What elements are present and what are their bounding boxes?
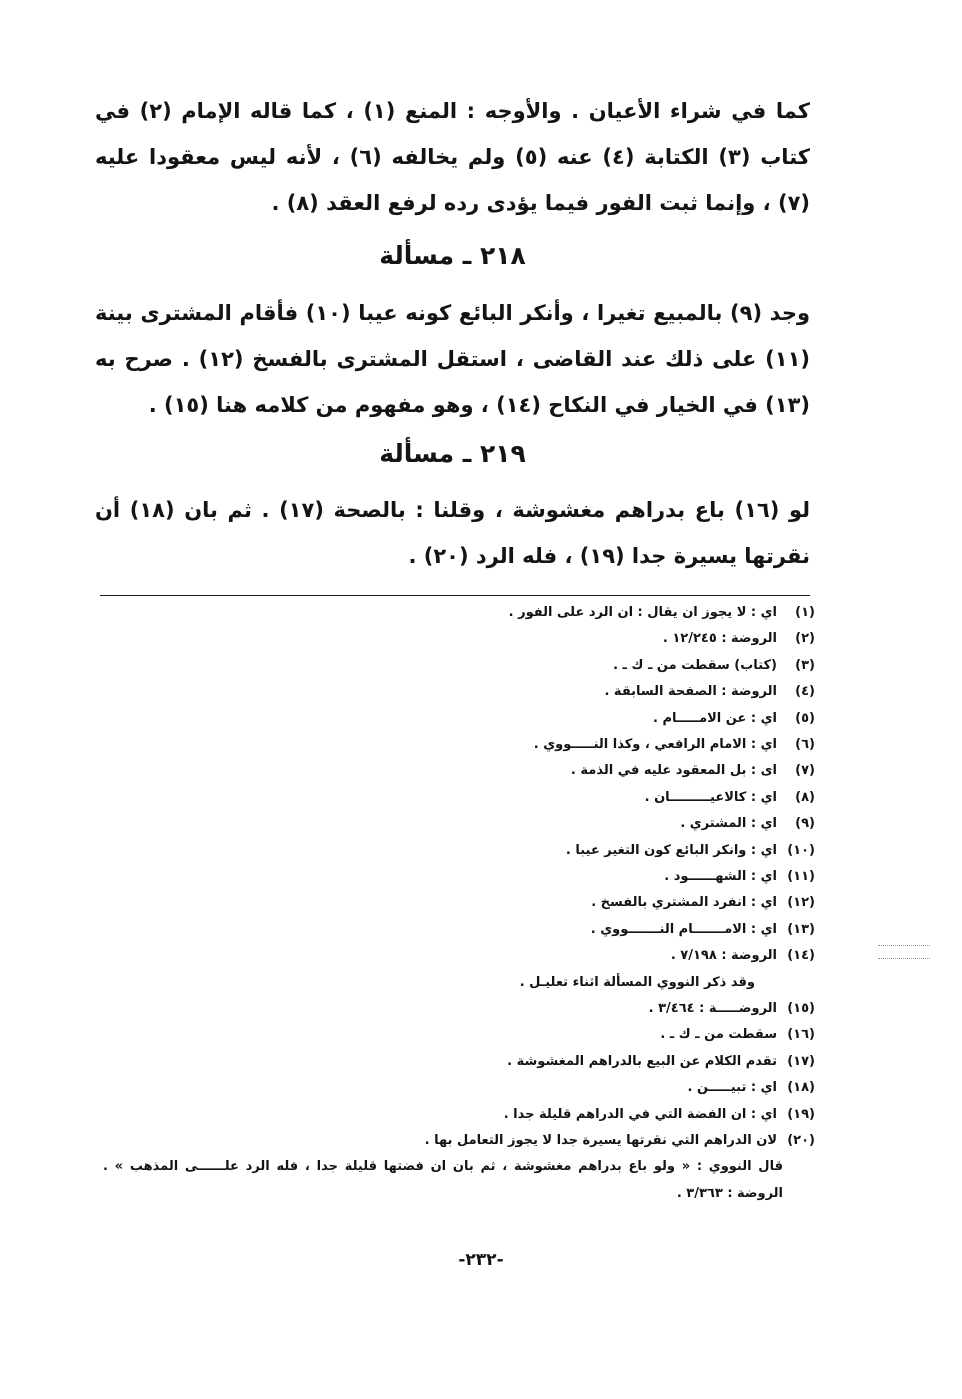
footnote-text: اي : عن الامـــــام . [652, 710, 777, 726]
footnote-number: (١٣) [787, 921, 815, 937]
footnote-9 [680, 811, 815, 837]
body-paragraph-1: كما في شراء الأعيان . والأوجه : المنع (١) ، كما قاله الإمام (٢) في كتاب (٣) الكتابة (٤) عنه (٥) ولم يخالفه (٦) ، لأنه ليس معقودا عليه (٧) ، وإنما ثبت الفور فيما يؤدى رده لرفع العقد (٨) . [95, 99, 811, 215]
footnote-text: (كتاب) سقطت من ـ ك ـ . [613, 657, 777, 673]
footnote-11 [664, 864, 815, 890]
footnote-18 [688, 1075, 816, 1101]
footnote-number: (٤) [795, 684, 815, 700]
footnote-number: (١٧) [787, 1053, 815, 1069]
footnote-number: (١٥) [787, 1001, 815, 1016]
body-paragraph-2: وجد (٩) بالمبيع تغيرا ، وأنكر البائع كونه عيبا (١٠) فأقام المشترى بينة (١١) على ذلك عند القاضى ، استقل المشترى بالفسخ (١٢) . صرح به (١٣) في الخيار في النكاح (١٤) ، وهو مفهوم من كلامه هنا (١٥) . [95, 301, 811, 417]
section-heading-219: ٢١٩ ـ مسألة [379, 439, 526, 468]
footnote-text: اي : انفرد المشتري بالفسخ . [591, 895, 777, 911]
footnote-number: (١٤) [787, 948, 815, 964]
footnote-text: اي : كالاعيـــــــــان . [644, 789, 777, 805]
footnote-8 [645, 785, 815, 811]
footnote-10 [566, 838, 815, 864]
footnote-number: (٧) [795, 763, 815, 779]
footnote-text: تقدم الكلام عن البيع بالدراهم المغشوشة . [507, 1053, 777, 1069]
footnote-text: اي : الامـــــــام النـــــــووي . [590, 921, 777, 937]
body-paragraph-3: لو (١٦) باع بدراهم مغشوشة ، وقلنا : بالصحة (١٧) . ثم بان (١٨) أن نقرتها يسيرة جدا (١٩) ، فله الرد (٢٠) . [95, 498, 810, 568]
footnote-text: الروضة : الصفحة السابقة . [604, 684, 777, 700]
footnote-text: الروضة : ١٢/٢٤٥ . [662, 631, 777, 647]
footnote-number: (١٨) [787, 1080, 815, 1096]
footnote-number: (١٩) [787, 1106, 815, 1122]
footnote-number: (٨) [795, 789, 815, 805]
footnote-divider [100, 595, 810, 596]
footnote-16 [660, 1022, 815, 1048]
footnote-text: لان الدراهم التي نقرتها يسيرة جدا لا يجوز التعامل بها . [424, 1133, 777, 1148]
margin-mark [878, 945, 930, 946]
footnote-text: اي : الامام الرافعي ، وكذا النـــــووي . [533, 737, 777, 752]
section-heading-218: ٢١٨ ـ مسألة [379, 241, 526, 270]
footnote-number: (٢٠) [787, 1133, 815, 1148]
footnote-1 [509, 600, 815, 626]
footnote-text: اي : تبيـــــن . [687, 1080, 777, 1096]
footnote-number: (٣) [795, 657, 815, 673]
footnote-20 [425, 1128, 815, 1154]
page-number: -٢٣٢- [458, 1250, 504, 1270]
footnote-15 [649, 996, 815, 1022]
footnote-text: اي : وانكر البائع كون التغير عيبا . [565, 842, 777, 858]
footnote-number: (١١) [787, 869, 815, 884]
footnote-text: اي : المشتري . [680, 816, 777, 832]
footnote-17 [507, 1049, 815, 1075]
footnote-5 [653, 706, 815, 732]
footnote-14-continuation: وقد ذكر النووي المسألة اثناء تعليـل . [519, 974, 755, 990]
footnote-20-quote: قال النووي : « ولو باع بدراهم مغشوشة ، ثم بان ان فضتها قليلة جدا ، فله الرد علــــــى المذهب » . الروضة : ٣/٣٦٣ . [103, 1159, 783, 1201]
footnote-number: (٥) [795, 710, 815, 726]
footnote-number: (١٦) [787, 1027, 815, 1043]
footnote-text: اي : ان الفضة التي في الدراهم قليلة جدا . [503, 1106, 777, 1122]
footnote-13 [591, 917, 815, 943]
footnote-19 [504, 1102, 815, 1128]
footnote-text: الروضة : ٧/١٩٨ . [670, 948, 777, 964]
footnotes-section [100, 600, 815, 1220]
footnote-12 [591, 890, 815, 916]
footnote-number: (١٠) [787, 842, 815, 858]
footnote-text: اي : لا يجوز ان يقال : ان الرد على الفور . [508, 605, 777, 620]
footnote-6 [534, 732, 815, 758]
footnote-number: (١) [795, 605, 815, 620]
footnote-text: اي : الشهــــــود . [664, 869, 777, 884]
footnote-4 [604, 679, 815, 705]
footnote-2 [663, 626, 815, 652]
footnote-text: الروضـــــة : ٣/٤٦٤ . [648, 1001, 777, 1016]
footnote-7 [571, 758, 815, 784]
footnote-number: (١٢) [787, 895, 815, 911]
footnote-number: (٩) [795, 816, 815, 832]
footnote-number: (٢) [795, 631, 815, 647]
footnote-text: سقطت من ـ ك ـ . [660, 1027, 777, 1043]
footnote-number: (٦) [795, 737, 815, 752]
footnote-text: اى : بل المعقود عليه في الذمة . [570, 763, 777, 779]
margin-mark [878, 958, 930, 959]
footnote-3 [613, 653, 815, 679]
footnote-14 [671, 943, 815, 969]
